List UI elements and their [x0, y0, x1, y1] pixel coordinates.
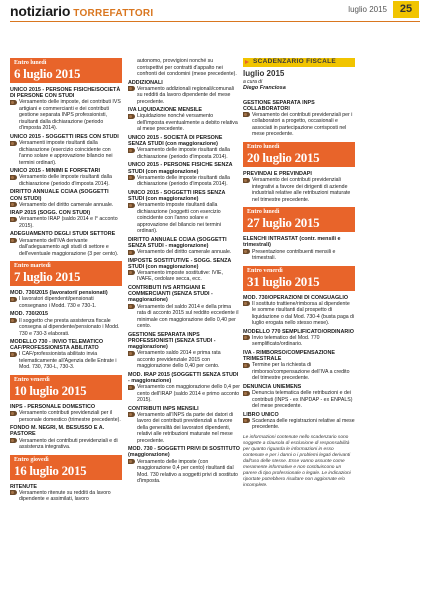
- date-box: [10, 58, 122, 83]
- continued-text: autonomo, provvigioni nonché su corrispettivi per contratti d'appalto nei confronti dei condomini (mese precedente).: [137, 58, 237, 77]
- date-box: [243, 266, 355, 291]
- list-item: I CAF/professionista abilitato invia telematicamente all'Agenzia delle Entrate i Mod. 730, 730-L, 730-3.: [10, 351, 122, 371]
- date-prefix: Entro giovedì: [14, 456, 49, 463]
- coffee-bean-icon: [128, 86, 135, 91]
- column-2: [128, 58, 240, 486]
- list-item: Termine per la richiesta di rimborso/compensazione dell'IVA a credito del trimestre precedente.: [243, 362, 355, 382]
- list-item: Versamento dei contributi previdenziali e di assistenza integrativa.: [10, 438, 122, 451]
- brand-main: notiziario: [10, 3, 71, 19]
- entry-heading: IMPOSTE SOSTITUTIVE - SOGG. SENZA STUDI (con maggiorazione): [128, 257, 232, 270]
- list-item: Versamento dei contributi previdenziali integrativi a favore dei dirigenti di aziende industriali relative alle retribuzioni maturate nel trimestre precedente.: [243, 177, 355, 203]
- list-item: Versamento ritenute su redditi da lavoro dipendente e assimilati, lavoro: [10, 490, 122, 503]
- coffee-bean-icon: [128, 203, 135, 208]
- entry-heading: UNICO 2015 - PERSONE FISICHE/SOCIETÀ DI PERSONE CON STUDI: [10, 87, 121, 100]
- page-number: 25: [393, 1, 419, 18]
- date-box: [10, 455, 122, 480]
- entry-heading: ELENCHI INTRASTAT (contr. mensili e trimestrali): [243, 236, 341, 249]
- date-prefix: Entro lunedì: [247, 209, 280, 216]
- entry-heading: DIRITTO ANNUALE CCIAA (SOGGETTI SENZA STUDI - maggiorazione): [128, 236, 227, 249]
- entry-heading: IVA - RIMBORSO/COMPENSAZIONE TRIMESTRALE: [243, 349, 335, 363]
- date-value: 7 luglio 2015: [14, 269, 81, 285]
- date-box: [10, 375, 122, 400]
- entry-heading: FONDO M. NEGRI, M. BESUSSO E A. PASTORE: [10, 425, 105, 438]
- triangle-icon: [245, 60, 249, 64]
- list-item: Versamento del saldo 2014 e della prima rata di acconto 2015 sul reddito eccedente il minimale con maggiorazione dello 0,40 per cento.: [128, 304, 240, 330]
- entry-heading: ADEGUAMENTO DEGLI STUDI SETTORE: [10, 231, 116, 238]
- coffee-bean-icon: [243, 249, 250, 254]
- disclaimer: Le informazioni contenute nello scadenzario sono soggette a clausola di esclusione di responsabilità per quanto riguarda le informazioni in esso contenute e per i danni o i problemi legati derivanti dall'uso delle stesse. Esse vanno assunte come meramente informative e non costituiscono un parere di tipo professionale o legale. Le indicazioni riportate potrebbero risultare non aggiornate e/o incomplete.: [243, 434, 351, 488]
- entry-heading: MOD. IRAP 2015 (SOGGETTI SENZA STUDI - maggiorazione): [128, 371, 239, 384]
- date-box: [10, 261, 122, 286]
- date-value: 31 luglio 2015: [247, 273, 320, 289]
- list-item: Versamento imposte risultanti dalla dichiarazione (soggetti con esercizio coincidente con l'anno solare e approvazione del bilancio nei termini ordinari).: [128, 202, 240, 235]
- section-label: SCADENZARIO FISCALE: [253, 58, 336, 65]
- list-item: Versamento delle imposte risultanti dalla dichiarazione (periodo d'imposta 2014).: [128, 147, 240, 160]
- entry-heading: INPS - PERSONALE DOMESTICO: [10, 403, 96, 410]
- date-value: 16 luglio 2015: [14, 462, 87, 478]
- coffee-bean-icon: [10, 202, 17, 207]
- magazine-brand: [10, 3, 154, 19]
- list-item: Versamento imposte sostitutive: IVIE, IVAFE, cedolare secca, ecc.: [128, 270, 240, 283]
- list-item: I lavoratori dipendenti/pensionati consegnano i Modd. 730 e 730-1.: [10, 296, 122, 309]
- coffee-bean-icon: [128, 175, 135, 180]
- list-item: Versamento dei contributi previdenziali per i collaboratori a progetto, occasionali e associati in partecipazione corrisposti nel mese precedente.: [243, 112, 355, 138]
- list-item: Il soggetto che presta assistenza fiscale consegna al dipendente/pensionato i Modd. 730 e 730-3 elaborati.: [10, 318, 122, 338]
- entry-heading: UNICO 2015 - PERSONE FISICHE SENZA STUDI (con maggiorazione): [128, 162, 233, 175]
- coffee-bean-icon: [128, 304, 135, 309]
- entry-heading: ADDIZIONALI: [128, 79, 163, 86]
- coffee-bean-icon: [128, 250, 135, 255]
- date-prefix: Entro martedì: [14, 263, 51, 270]
- list-item: Versamento delle imposte risultanti dalla dichiarazione (periodo d'imposta 2014).: [10, 174, 122, 187]
- list-item: Denuncia telematica delle retribuzioni e dei contributi (INPS - ex INPDAP - ex ENPALS) del mese precedente.: [243, 390, 355, 410]
- date-value: 6 luglio 2015: [14, 66, 81, 81]
- entry-heading: CONTRIBUTI INPS MENSILI: [128, 405, 199, 412]
- entry-heading: MODELLO 730 - INVIO TELEMATICO CAF/PROFESSIONISTA ABILITATO: [10, 339, 104, 352]
- coffee-bean-icon: [243, 418, 250, 423]
- coffee-bean-icon: [10, 100, 17, 105]
- list-item: Versamento contributi previdenziali per il personale domestico (trimestre precedente).: [10, 410, 122, 423]
- author-line: a cura di Diego Franciosa: [243, 78, 286, 91]
- date-box: [243, 142, 355, 167]
- date-prefix: Entro lunedì: [247, 143, 280, 150]
- entry-heading: MOD. 730/2015: [10, 311, 49, 318]
- list-item: Invio telematico del Mod. 770 semplificato/ordinario.: [243, 335, 355, 348]
- author-name: Diego Franciosa: [243, 85, 286, 91]
- coffee-bean-icon: [10, 175, 17, 180]
- list-item: Versamento IRAP (saldo 2014 e I° acconto 2015).: [10, 216, 122, 229]
- list-item: Versamento saldo 2014 e prima rata acconto previdenziale 2015 con maggiorazione dello 0,40 per cento.: [128, 350, 240, 370]
- coffee-bean-icon: [128, 114, 135, 119]
- entry-heading: GESTIONE SEPARATA INPS PROFESSIONISTI (SENZA STUDI - maggiorazione): [128, 331, 216, 350]
- list-item: Versamento delle imposte risultanti dalla dichiarazione (periodo d'imposta 2014).: [128, 175, 240, 188]
- coffee-bean-icon: [243, 112, 250, 117]
- date-value: 10 luglio 2015: [14, 382, 87, 398]
- date-prefix: Entro venerdì: [14, 376, 50, 383]
- coffee-bean-icon: [243, 335, 250, 340]
- entry-heading: MOD. 730/OPERAZIONI DI CONGUAGLIO: [243, 294, 349, 301]
- issue-date: luglio 2015: [348, 5, 387, 14]
- entry-heading: DENUNCIA UNIEMENS: [243, 383, 302, 390]
- entry-heading: GESTIONE SEPARATA INPS COLLABORATORI: [243, 99, 315, 112]
- entry-heading: UNICO 2015 - SOCIETÀ DI PERSONE SENZA STUDI (con maggiorazione): [128, 134, 223, 148]
- column-1: [10, 58, 122, 504]
- coffee-bean-icon: [10, 318, 17, 323]
- coffee-bean-icon: [243, 301, 250, 306]
- list-item: Versamento delle imposte, dei contributi IVS artigiani e commercianti e dei contributi gestione separata INPS professionisti, risultanti dalla dichiarazione (periodo d'imposta 2014).: [10, 99, 122, 132]
- coffee-bean-icon: [10, 411, 17, 416]
- entry-heading: PREVINDAI E PREVINDAPI: [243, 170, 312, 177]
- date-box: [243, 207, 355, 232]
- coffee-bean-icon: [243, 391, 250, 396]
- coffee-bean-icon: [10, 297, 17, 302]
- coffee-bean-icon: [10, 490, 17, 495]
- page-header: [0, 0, 427, 22]
- list-item: Presentazione contribuenti mensili e trimestrali.: [243, 249, 355, 262]
- brand-sub: TORREFATTORI: [73, 8, 154, 19]
- coffee-bean-icon: [10, 238, 17, 243]
- header-rule: [10, 21, 420, 22]
- date-prefix: Entro lunedì: [14, 60, 47, 66]
- date-prefix: Entro venerdì: [247, 267, 283, 274]
- list-item: Il sostituto trattiene/rimborsa al dipendente le somme risultanti dal prospetto di liquidazione o dal Mod. 730-4 (busta paga di luglio erogata nello stesso mese).: [243, 301, 355, 327]
- entry-heading: IVA LIQUIDAZIONE MENSILE: [128, 107, 202, 114]
- column-3: [243, 60, 355, 489]
- list-item: Versamento del diritto camerale annuale.: [10, 202, 122, 209]
- entry-heading: MOD. 730 - SOGGETTI PRIVI DI SOSTITUTO (maggiorazione): [128, 446, 240, 459]
- coffee-bean-icon: [128, 148, 135, 153]
- coffee-bean-icon: [128, 385, 135, 390]
- list-item: Scadenza delle registrazioni relative al mese precedente.: [243, 418, 355, 431]
- list-item: Versamento delle imposte (con maggiorazione 0,4 per cento) risultanti dal Mod. 730 relativo a soggetti privi di sostituto d'imposta.: [128, 459, 240, 485]
- entry-heading: MOD. 730/2015 (lavoratori/ pensionati): [10, 290, 108, 297]
- entry-heading: RITENUTE: [10, 483, 37, 490]
- coffee-bean-icon: [10, 141, 17, 146]
- coffee-bean-icon: [10, 352, 17, 357]
- list-item: Versamento del diritto camerale annuale.: [128, 249, 240, 256]
- entry-heading: CONTRIBUTI IVS ARTIGIANI E COMMERCIANTI (SENZA STUDI - maggiorazione): [128, 284, 213, 304]
- entry-heading: MODELLO 770 SEMPLIFICATO/ORDINARIO: [243, 328, 354, 335]
- section-banner: [243, 58, 355, 67]
- entry-heading: IRAP 2015 (SOGG. CON STUDI): [10, 210, 91, 217]
- list-item: Versamento dell'IVA derivante dall'adeguamento agli studi di settore e dell'eventuale maggiorazione (3 per cento).: [10, 238, 122, 258]
- entry-heading: UNICO 2015 - SOGGETTI IRES CON STUDI: [10, 133, 119, 140]
- list-item: Liquidazione nonché versamento dell'imposta eventualmente a debito relativa al mese precedente.: [128, 113, 240, 133]
- coffee-bean-icon: [128, 351, 135, 356]
- coffee-bean-icon: [128, 412, 135, 417]
- entry-heading: UNICO 2015 - MINIMI E FORFETARI: [10, 168, 101, 175]
- schedule-title: luglio 2015: [243, 69, 285, 78]
- date-value: 20 luglio 2015: [247, 149, 320, 165]
- entry-heading: DIRITTO ANNUALE CCIAA (SOGGETTI CON STUDI): [10, 189, 109, 202]
- coffee-bean-icon: [243, 178, 250, 183]
- coffee-bean-icon: [128, 459, 135, 464]
- entry-heading: UNICO 2015 - SOGGETTI IRES SENZA STUDI (con maggiorazione): [128, 189, 226, 202]
- coffee-bean-icon: [10, 438, 17, 443]
- list-item: Versamento con maggiorazione dello 0,4 per cento dell'IRAP (saldo 2014 e primo acconto 2015).: [128, 384, 240, 404]
- date-value: 27 luglio 2015: [247, 215, 320, 231]
- list-item: Versamenti imposte risultanti dalla dichiarazione (esercizio coincidente con l'anno solare e approvazione bilancio nei termini ordinari).: [10, 140, 122, 166]
- coffee-bean-icon: [128, 270, 135, 275]
- list-item: Versamento all'INPS da parte dei datori di lavoro dei contributi previdenziali a favore della generalità dei lavoratori dipendenti, relativi alle retribuzioni maturate nel mese precedente.: [128, 412, 240, 445]
- coffee-bean-icon: [243, 363, 250, 368]
- entry-heading: LIBRO UNICO: [243, 411, 279, 418]
- list-item: Versamento addizionali regionali/comunali su redditi da lavoro dipendente del mese precedente.: [128, 86, 240, 106]
- coffee-bean-icon: [10, 217, 17, 222]
